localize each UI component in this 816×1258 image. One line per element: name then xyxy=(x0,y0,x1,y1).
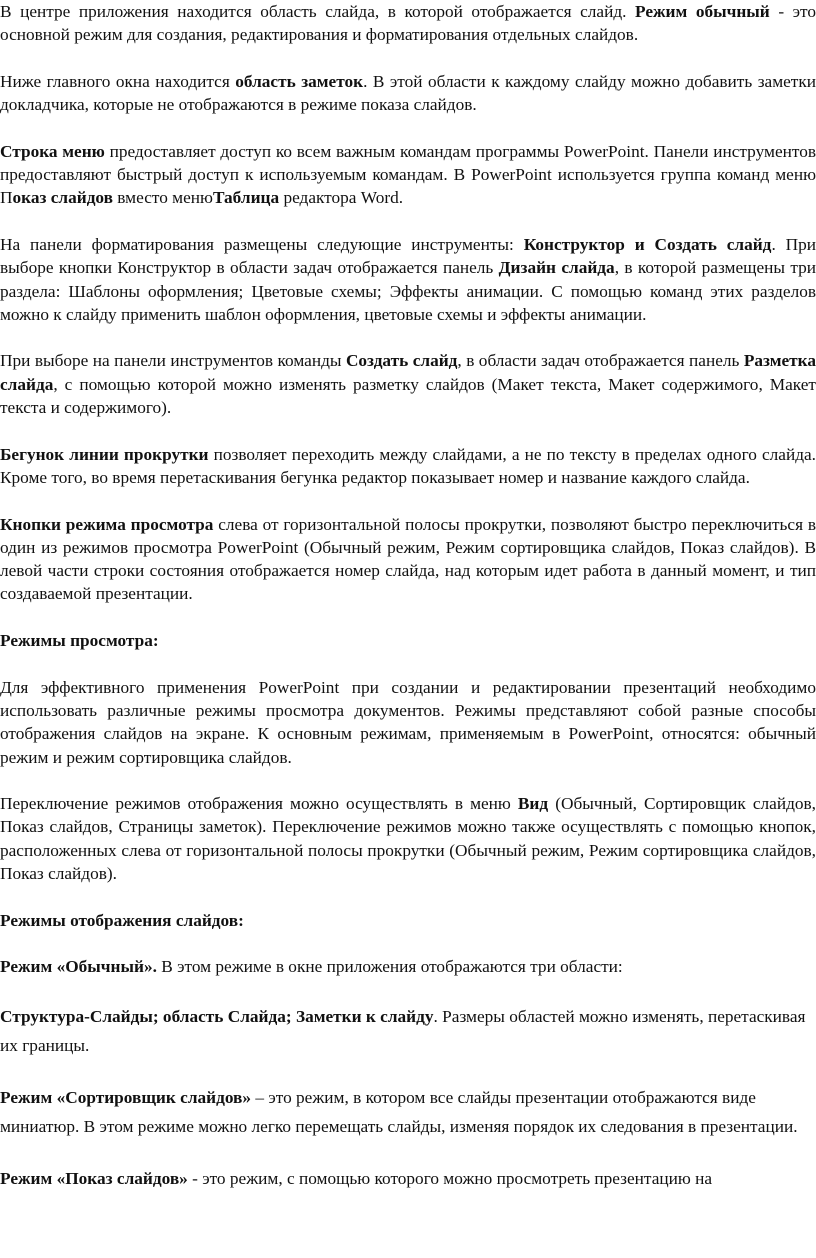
paragraph-view-switching xyxy=(0,792,816,885)
text-run: . Размеры областей можно изменять, перетаскивая их границы. xyxy=(0,1006,806,1055)
paragraph-menu-bar xyxy=(0,140,816,210)
heading-view-modes xyxy=(0,629,816,652)
paragraph-view-modes-intro xyxy=(0,676,816,769)
text-run: В этом режиме в окне приложения отображаются три области: xyxy=(156,957,623,977)
text-run: . При выборе кнопки Конструктор в области задач отображается панель xyxy=(0,234,816,278)
paragraph-create-slide xyxy=(0,349,816,419)
text-run: При выборе на панели инструментов команды xyxy=(0,351,346,371)
bold-text-run: Создать слайд xyxy=(345,351,458,371)
text-run: , в области задач отображается панель xyxy=(457,351,744,371)
text-run: – это режим, в котором все слайды презентации отображаются виде миниатюр. В этом режиме можно легко перемещать слайды, изменяя порядок их следования в презентации. xyxy=(0,1087,798,1136)
text-run: На панели форматирования размещены следующие инструменты: xyxy=(0,234,524,254)
bold-text-run: Режим «Сортировщик слайдов» xyxy=(0,1087,252,1107)
paragraph-notes-area xyxy=(0,70,816,117)
text-run: позволяет переходить между слайдами, а не по тексту в пределах одного слайда. Кроме того, во время перетаскивания бегунка редактор показывает номер и название каждого слайда. xyxy=(0,444,816,487)
text-run: предоставляет доступ ко всем важным командам программы PowerPoint. Панели инструментов предоставляют быстрый доступ к используемым командам. В PowerPoint используется группа команд меню П xyxy=(0,141,816,208)
paragraph-mode-slideshow xyxy=(0,1164,816,1193)
text-run: редактора Word. xyxy=(279,188,404,208)
text-run: Для эффективного применения PowerPoint при создании и редактировании презентаций необходимо использовать различные режимы просмотра документов. Режимы представляют собой разные способы отображения слайдов на экране. К основным режимам, применяемым в PowerPoint, относятся: обычный режим и режим сортировщика слайдов. xyxy=(0,677,816,767)
paragraph-formatting-panel xyxy=(0,233,816,326)
paragraph-view-buttons xyxy=(0,513,816,606)
text-run: вместо меню xyxy=(112,188,213,208)
bold-text-run: Вид xyxy=(517,794,549,814)
bold-text-run: Режим «Показ слайдов» xyxy=(0,1168,188,1188)
text-run: В центре приложения находится область слайда, в которой отображается слайд. xyxy=(0,2,636,21)
bold-text-run: Режимы отображения слайдов: xyxy=(0,910,244,930)
paragraph-mode-normal xyxy=(0,955,816,978)
bold-text-run: Бегунок линии прокрутки xyxy=(0,444,209,464)
bold-text-run: Строка меню xyxy=(0,141,105,161)
text-run: . В этой области к каждому слайду можно добавить заметки докладчика, которые не отображаются в режиме показа слайдов. xyxy=(0,71,816,115)
text-run: слева от горизонтальной полосы прокрутки, позволяют быстро переключиться в один из режимов просмотра PowerPoint (Обычный режим, Режим сортировщика слайдов, Показ слайдов). В левой части строки состояния отображается номер слайда, над которым идет работа в данный момент, и тип создаваемой презентации. xyxy=(0,514,816,604)
text-run: Ниже главного окна находится xyxy=(0,71,236,91)
text-run: , с помощью которой можно изменять разметку слайдов (Макет текста, Макет содержимого, Макет текста и содержимого). xyxy=(0,374,816,418)
bold-text-run: оказ слайдов xyxy=(12,188,113,208)
text-run: - это основной режим для создания, редактирования и форматирования отдельных слайдов. xyxy=(0,2,816,45)
text-run: - это режим, с помощью которого можно просмотреть презентацию на xyxy=(187,1168,713,1188)
paragraph-areas-list xyxy=(0,1002,816,1060)
bold-text-run: Конструктор и Создать слайд xyxy=(523,234,772,254)
text-run: Переключение режимов отображения можно осуществлять в меню xyxy=(0,794,518,814)
paragraph-scroll-thumb xyxy=(0,443,816,490)
paragraph-normal-mode xyxy=(0,0,816,47)
bold-text-run: Режим обычный xyxy=(635,2,770,21)
bold-text-run: Кнопки режима просмотра xyxy=(0,514,214,534)
bold-text-run: Режим «Обычный». xyxy=(0,957,157,977)
text-run: , в которой размещены три раздела: Шаблоны оформления; Цветовые схемы; Эффекты анимации. С помощью команд этих разделов можно к слайду применить шаблон оформления, цветовые схемы и эффекты анимации. xyxy=(0,258,816,324)
bold-text-run: Таблица xyxy=(212,188,280,208)
bold-text-run: область заметок xyxy=(235,71,364,91)
bold-text-run: Структура-Слайды; область Слайда; Заметки к слайду xyxy=(0,1006,434,1026)
bold-text-run: Дизайн слайда xyxy=(498,258,615,278)
heading-display-modes xyxy=(0,909,816,932)
text-run: (Обычный, Сортировщик слайдов, Показ слайдов, Страницы заметок). Переключение режимов можно также осуществлять с помощью кнопок, расположенных слева от горизонтальной полосы прокрутки (Обычный режим, Режим сортировщика слайдов, Показ слайдов). xyxy=(0,794,816,883)
paragraph-mode-sorter xyxy=(0,1083,816,1141)
bold-text-run: Режимы просмотра: xyxy=(0,631,159,651)
bold-text-run: Разметка слайда xyxy=(0,351,816,394)
